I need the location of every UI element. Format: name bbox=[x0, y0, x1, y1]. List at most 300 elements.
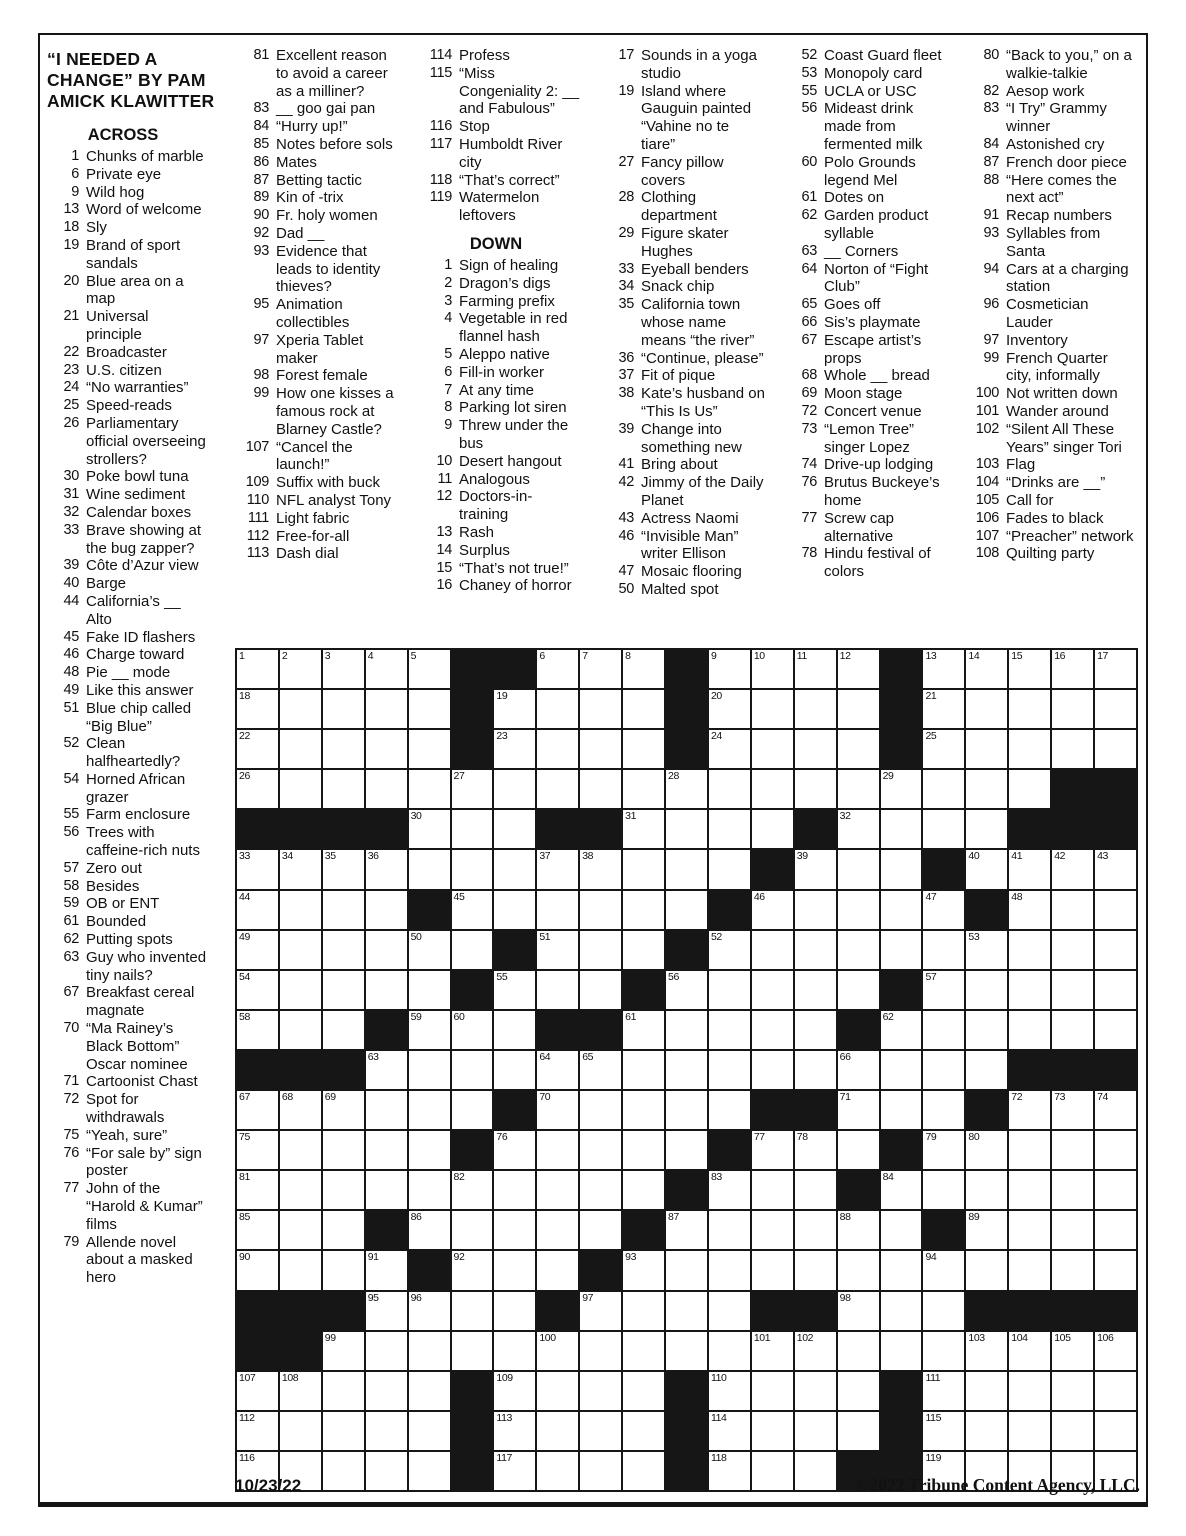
grid-cell[interactable] bbox=[323, 1412, 364, 1450]
grid-cell[interactable] bbox=[709, 810, 750, 848]
grid-cell[interactable] bbox=[580, 1211, 621, 1249]
grid-cell[interactable] bbox=[237, 690, 278, 728]
grid-cell[interactable] bbox=[237, 1011, 278, 1049]
grid-cell[interactable] bbox=[1052, 1412, 1093, 1450]
grid-cell[interactable] bbox=[280, 971, 321, 1009]
grid-cell[interactable] bbox=[280, 650, 321, 688]
grid-cell[interactable] bbox=[752, 1011, 793, 1049]
grid-cell[interactable] bbox=[409, 850, 450, 888]
grid-cell[interactable] bbox=[709, 1051, 750, 1089]
grid-cell[interactable] bbox=[1095, 971, 1136, 1009]
grid-cell[interactable] bbox=[1052, 1251, 1093, 1289]
grid-cell[interactable] bbox=[795, 1332, 836, 1370]
grid-cell[interactable] bbox=[1009, 730, 1050, 768]
grid-cell[interactable] bbox=[666, 891, 707, 929]
grid-cell[interactable] bbox=[709, 1332, 750, 1370]
grid-cell[interactable] bbox=[237, 1211, 278, 1249]
grid-cell[interactable] bbox=[537, 1091, 578, 1129]
grid-cell[interactable] bbox=[237, 931, 278, 969]
grid-cell[interactable] bbox=[452, 1051, 493, 1089]
grid-cell[interactable] bbox=[409, 971, 450, 1009]
grid-cell[interactable] bbox=[838, 1412, 879, 1450]
grid-cell[interactable] bbox=[537, 1051, 578, 1089]
grid-cell[interactable] bbox=[452, 850, 493, 888]
grid-cell[interactable] bbox=[666, 1131, 707, 1169]
grid-cell[interactable] bbox=[752, 971, 793, 1009]
grid-cell[interactable] bbox=[537, 1372, 578, 1410]
grid-cell[interactable] bbox=[881, 1251, 922, 1289]
grid-cell[interactable] bbox=[237, 1131, 278, 1169]
grid-cell[interactable] bbox=[709, 1171, 750, 1209]
grid-cell[interactable] bbox=[1009, 1332, 1050, 1370]
grid-cell[interactable] bbox=[580, 931, 621, 969]
grid-cell[interactable] bbox=[494, 690, 535, 728]
grid-cell[interactable] bbox=[838, 1292, 879, 1330]
grid-cell[interactable] bbox=[623, 1131, 664, 1169]
grid-cell[interactable] bbox=[966, 1372, 1007, 1410]
grid-cell[interactable] bbox=[537, 770, 578, 808]
grid-cell[interactable] bbox=[1052, 1011, 1093, 1049]
grid-cell[interactable] bbox=[752, 1372, 793, 1410]
grid-cell[interactable] bbox=[795, 1171, 836, 1209]
grid-cell[interactable] bbox=[280, 1131, 321, 1169]
grid-cell[interactable] bbox=[366, 650, 407, 688]
grid-cell[interactable] bbox=[795, 690, 836, 728]
grid-cell[interactable] bbox=[795, 1372, 836, 1410]
grid-cell[interactable] bbox=[1095, 1011, 1136, 1049]
grid-cell[interactable] bbox=[494, 1412, 535, 1450]
grid-cell[interactable] bbox=[494, 730, 535, 768]
grid-cell[interactable] bbox=[966, 1131, 1007, 1169]
grid-cell[interactable] bbox=[752, 1332, 793, 1370]
grid-cell[interactable] bbox=[1009, 650, 1050, 688]
grid-cell[interactable] bbox=[795, 1251, 836, 1289]
grid-cell[interactable] bbox=[537, 1251, 578, 1289]
grid-cell[interactable] bbox=[494, 850, 535, 888]
grid-cell[interactable] bbox=[323, 971, 364, 1009]
grid-cell[interactable] bbox=[923, 690, 964, 728]
grid-cell[interactable] bbox=[923, 971, 964, 1009]
grid-cell[interactable] bbox=[323, 1211, 364, 1249]
grid-cell[interactable] bbox=[280, 850, 321, 888]
grid-cell[interactable] bbox=[366, 690, 407, 728]
grid-cell[interactable] bbox=[623, 850, 664, 888]
grid-cell[interactable] bbox=[409, 1051, 450, 1089]
grid-cell[interactable] bbox=[838, 1091, 879, 1129]
grid-cell[interactable] bbox=[1009, 1251, 1050, 1289]
grid-cell[interactable] bbox=[1052, 1171, 1093, 1209]
grid-cell[interactable] bbox=[323, 690, 364, 728]
grid-cell[interactable] bbox=[1052, 730, 1093, 768]
grid-cell[interactable] bbox=[494, 1292, 535, 1330]
grid-cell[interactable] bbox=[580, 690, 621, 728]
grid-cell[interactable] bbox=[1052, 650, 1093, 688]
grid-cell[interactable] bbox=[1052, 1372, 1093, 1410]
grid-cell[interactable] bbox=[452, 1292, 493, 1330]
grid-cell[interactable] bbox=[494, 971, 535, 1009]
grid-cell[interactable] bbox=[580, 1452, 621, 1490]
grid-cell[interactable] bbox=[923, 1131, 964, 1169]
grid-cell[interactable] bbox=[795, 1412, 836, 1450]
grid-cell[interactable] bbox=[494, 1452, 535, 1490]
grid-cell[interactable] bbox=[838, 850, 879, 888]
grid-cell[interactable] bbox=[966, 1251, 1007, 1289]
grid-cell[interactable] bbox=[1009, 1211, 1050, 1249]
grid-cell[interactable] bbox=[966, 850, 1007, 888]
grid-cell[interactable] bbox=[966, 1171, 1007, 1209]
grid-cell[interactable] bbox=[923, 931, 964, 969]
grid-cell[interactable] bbox=[1095, 1211, 1136, 1249]
grid-cell[interactable] bbox=[323, 1091, 364, 1129]
grid-cell[interactable] bbox=[923, 650, 964, 688]
grid-cell[interactable] bbox=[452, 1211, 493, 1249]
grid-cell[interactable] bbox=[280, 931, 321, 969]
grid-cell[interactable] bbox=[452, 1332, 493, 1370]
grid-cell[interactable] bbox=[494, 1051, 535, 1089]
grid-cell[interactable] bbox=[838, 1332, 879, 1370]
grid-cell[interactable] bbox=[1052, 1091, 1093, 1129]
grid-cell[interactable] bbox=[280, 1372, 321, 1410]
grid-cell[interactable] bbox=[1095, 1412, 1136, 1450]
grid-cell[interactable] bbox=[838, 1051, 879, 1089]
grid-cell[interactable] bbox=[1095, 730, 1136, 768]
grid-cell[interactable] bbox=[280, 770, 321, 808]
grid-cell[interactable] bbox=[666, 1091, 707, 1129]
grid-cell[interactable] bbox=[537, 1211, 578, 1249]
grid-cell[interactable] bbox=[1095, 1332, 1136, 1370]
grid-cell[interactable] bbox=[452, 1251, 493, 1289]
grid-cell[interactable] bbox=[752, 730, 793, 768]
grid-cell[interactable] bbox=[881, 1171, 922, 1209]
grid-cell[interactable] bbox=[323, 1131, 364, 1169]
grid-cell[interactable] bbox=[752, 650, 793, 688]
grid-cell[interactable] bbox=[452, 1171, 493, 1209]
grid-cell[interactable] bbox=[881, 1211, 922, 1249]
grid-cell[interactable] bbox=[1009, 1412, 1050, 1450]
grid-cell[interactable] bbox=[494, 891, 535, 929]
grid-cell[interactable] bbox=[966, 690, 1007, 728]
grid-cell[interactable] bbox=[709, 850, 750, 888]
grid-cell[interactable] bbox=[237, 1091, 278, 1129]
grid-cell[interactable] bbox=[366, 1251, 407, 1289]
grid-cell[interactable] bbox=[795, 1452, 836, 1490]
grid-cell[interactable] bbox=[323, 1171, 364, 1209]
grid-cell[interactable] bbox=[409, 1412, 450, 1450]
grid-cell[interactable] bbox=[623, 1251, 664, 1289]
grid-cell[interactable] bbox=[237, 971, 278, 1009]
grid-cell[interactable] bbox=[795, 1011, 836, 1049]
grid-cell[interactable] bbox=[237, 1171, 278, 1209]
grid-cell[interactable] bbox=[1095, 1372, 1136, 1410]
grid-cell[interactable] bbox=[752, 931, 793, 969]
grid-cell[interactable] bbox=[494, 1332, 535, 1370]
grid-cell[interactable] bbox=[580, 1332, 621, 1370]
grid-cell[interactable] bbox=[966, 770, 1007, 808]
grid-cell[interactable] bbox=[280, 730, 321, 768]
grid-cell[interactable] bbox=[795, 1211, 836, 1249]
grid-cell[interactable] bbox=[494, 1131, 535, 1169]
grid-cell[interactable] bbox=[366, 1372, 407, 1410]
grid-cell[interactable] bbox=[1009, 1011, 1050, 1049]
grid-cell[interactable] bbox=[623, 1091, 664, 1129]
grid-cell[interactable] bbox=[923, 1251, 964, 1289]
grid-cell[interactable] bbox=[366, 931, 407, 969]
grid-cell[interactable] bbox=[409, 1011, 450, 1049]
grid-cell[interactable] bbox=[966, 1211, 1007, 1249]
grid-cell[interactable] bbox=[409, 1131, 450, 1169]
grid-cell[interactable] bbox=[494, 1171, 535, 1209]
grid-cell[interactable] bbox=[366, 1051, 407, 1089]
grid-cell[interactable] bbox=[409, 931, 450, 969]
grid-cell[interactable] bbox=[623, 1292, 664, 1330]
grid-cell[interactable] bbox=[323, 730, 364, 768]
grid-cell[interactable] bbox=[881, 770, 922, 808]
grid-cell[interactable] bbox=[580, 850, 621, 888]
grid-cell[interactable] bbox=[580, 1171, 621, 1209]
grid-cell[interactable] bbox=[409, 650, 450, 688]
grid-cell[interactable] bbox=[966, 730, 1007, 768]
grid-cell[interactable] bbox=[923, 1011, 964, 1049]
grid-cell[interactable] bbox=[280, 1011, 321, 1049]
grid-cell[interactable] bbox=[537, 971, 578, 1009]
grid-cell[interactable] bbox=[580, 650, 621, 688]
grid-cell[interactable] bbox=[452, 770, 493, 808]
grid-cell[interactable] bbox=[623, 650, 664, 688]
grid-cell[interactable] bbox=[537, 850, 578, 888]
grid-cell[interactable] bbox=[237, 650, 278, 688]
grid-cell[interactable] bbox=[881, 850, 922, 888]
grid-cell[interactable] bbox=[966, 1412, 1007, 1450]
grid-cell[interactable] bbox=[1095, 1091, 1136, 1129]
grid-cell[interactable] bbox=[580, 891, 621, 929]
grid-cell[interactable] bbox=[1095, 690, 1136, 728]
grid-cell[interactable] bbox=[923, 1292, 964, 1330]
grid-cell[interactable] bbox=[580, 1292, 621, 1330]
grid-cell[interactable] bbox=[838, 810, 879, 848]
grid-cell[interactable] bbox=[1052, 971, 1093, 1009]
grid-cell[interactable] bbox=[666, 1011, 707, 1049]
grid-cell[interactable] bbox=[1052, 690, 1093, 728]
grid-cell[interactable] bbox=[795, 730, 836, 768]
grid-cell[interactable] bbox=[881, 931, 922, 969]
grid-cell[interactable] bbox=[237, 1251, 278, 1289]
grid-cell[interactable] bbox=[838, 1211, 879, 1249]
grid-cell[interactable] bbox=[923, 1171, 964, 1209]
grid-cell[interactable] bbox=[409, 1372, 450, 1410]
grid-cell[interactable] bbox=[923, 1412, 964, 1450]
grid-cell[interactable] bbox=[1009, 1091, 1050, 1129]
grid-cell[interactable] bbox=[795, 1051, 836, 1089]
grid-cell[interactable] bbox=[366, 891, 407, 929]
grid-cell[interactable] bbox=[494, 770, 535, 808]
grid-cell[interactable] bbox=[838, 690, 879, 728]
grid-cell[interactable] bbox=[923, 810, 964, 848]
grid-cell[interactable] bbox=[623, 1452, 664, 1490]
grid-cell[interactable] bbox=[838, 971, 879, 1009]
grid-cell[interactable] bbox=[838, 770, 879, 808]
grid-cell[interactable] bbox=[709, 931, 750, 969]
grid-cell[interactable] bbox=[580, 1372, 621, 1410]
grid-cell[interactable] bbox=[366, 1091, 407, 1129]
grid-cell[interactable] bbox=[881, 810, 922, 848]
grid-cell[interactable] bbox=[280, 891, 321, 929]
grid-cell[interactable] bbox=[795, 850, 836, 888]
grid-cell[interactable] bbox=[1095, 931, 1136, 969]
grid-cell[interactable] bbox=[323, 770, 364, 808]
grid-cell[interactable] bbox=[838, 650, 879, 688]
grid-cell[interactable] bbox=[494, 810, 535, 848]
grid-cell[interactable] bbox=[795, 770, 836, 808]
grid-cell[interactable] bbox=[323, 1011, 364, 1049]
grid-cell[interactable] bbox=[580, 730, 621, 768]
grid-cell[interactable] bbox=[666, 1211, 707, 1249]
grid-cell[interactable] bbox=[881, 1332, 922, 1370]
grid-cell[interactable] bbox=[1052, 850, 1093, 888]
grid-cell[interactable] bbox=[580, 770, 621, 808]
grid-cell[interactable] bbox=[923, 1091, 964, 1129]
grid-cell[interactable] bbox=[280, 1091, 321, 1129]
grid-cell[interactable] bbox=[1095, 850, 1136, 888]
grid-cell[interactable] bbox=[1095, 1251, 1136, 1289]
grid-cell[interactable] bbox=[709, 1452, 750, 1490]
grid-cell[interactable] bbox=[709, 1412, 750, 1450]
grid-cell[interactable] bbox=[709, 971, 750, 1009]
grid-cell[interactable] bbox=[323, 891, 364, 929]
grid-cell[interactable] bbox=[752, 810, 793, 848]
grid-cell[interactable] bbox=[366, 1292, 407, 1330]
grid-cell[interactable] bbox=[366, 730, 407, 768]
grid-cell[interactable] bbox=[881, 1091, 922, 1129]
grid-cell[interactable] bbox=[494, 1251, 535, 1289]
grid-cell[interactable] bbox=[623, 1332, 664, 1370]
grid-cell[interactable] bbox=[666, 810, 707, 848]
grid-cell[interactable] bbox=[452, 931, 493, 969]
grid-cell[interactable] bbox=[795, 891, 836, 929]
grid-cell[interactable] bbox=[580, 1412, 621, 1450]
grid-cell[interactable] bbox=[537, 1171, 578, 1209]
grid-cell[interactable] bbox=[537, 730, 578, 768]
grid-cell[interactable] bbox=[1009, 770, 1050, 808]
grid-cell[interactable] bbox=[666, 850, 707, 888]
grid-cell[interactable] bbox=[838, 1372, 879, 1410]
grid-cell[interactable] bbox=[752, 1251, 793, 1289]
grid-cell[interactable] bbox=[752, 1211, 793, 1249]
grid-cell[interactable] bbox=[966, 1051, 1007, 1089]
grid-cell[interactable] bbox=[623, 1011, 664, 1049]
grid-cell[interactable] bbox=[409, 1171, 450, 1209]
grid-cell[interactable] bbox=[409, 1211, 450, 1249]
grid-cell[interactable] bbox=[580, 971, 621, 1009]
grid-cell[interactable] bbox=[280, 1251, 321, 1289]
grid-cell[interactable] bbox=[1052, 891, 1093, 929]
grid-cell[interactable] bbox=[623, 931, 664, 969]
grid-cell[interactable] bbox=[666, 770, 707, 808]
grid-cell[interactable] bbox=[280, 1412, 321, 1450]
grid-cell[interactable] bbox=[838, 1131, 879, 1169]
grid-cell[interactable] bbox=[237, 850, 278, 888]
grid-cell[interactable] bbox=[537, 1131, 578, 1169]
grid-cell[interactable] bbox=[623, 1051, 664, 1089]
grid-cell[interactable] bbox=[323, 1452, 364, 1490]
grid-cell[interactable] bbox=[709, 770, 750, 808]
grid-cell[interactable] bbox=[923, 730, 964, 768]
grid-cell[interactable] bbox=[1095, 891, 1136, 929]
grid-cell[interactable] bbox=[623, 1171, 664, 1209]
grid-cell[interactable] bbox=[409, 1332, 450, 1370]
grid-cell[interactable] bbox=[1052, 1332, 1093, 1370]
grid-cell[interactable] bbox=[366, 1452, 407, 1490]
grid-cell[interactable] bbox=[795, 650, 836, 688]
grid-cell[interactable] bbox=[366, 850, 407, 888]
grid-cell[interactable] bbox=[966, 931, 1007, 969]
grid-cell[interactable] bbox=[537, 891, 578, 929]
grid-cell[interactable] bbox=[237, 1372, 278, 1410]
grid-cell[interactable] bbox=[323, 931, 364, 969]
grid-cell[interactable] bbox=[966, 1332, 1007, 1370]
grid-cell[interactable] bbox=[537, 1412, 578, 1450]
grid-cell[interactable] bbox=[623, 730, 664, 768]
grid-cell[interactable] bbox=[537, 931, 578, 969]
grid-cell[interactable] bbox=[1009, 850, 1050, 888]
grid-cell[interactable] bbox=[666, 1332, 707, 1370]
grid-cell[interactable] bbox=[1009, 931, 1050, 969]
grid-cell[interactable] bbox=[881, 891, 922, 929]
grid-cell[interactable] bbox=[666, 1051, 707, 1089]
grid-cell[interactable] bbox=[537, 650, 578, 688]
grid-cell[interactable] bbox=[323, 1251, 364, 1289]
grid-cell[interactable] bbox=[752, 1412, 793, 1450]
grid-cell[interactable] bbox=[752, 1171, 793, 1209]
grid-cell[interactable] bbox=[623, 810, 664, 848]
grid-cell[interactable] bbox=[752, 770, 793, 808]
grid-cell[interactable] bbox=[494, 1211, 535, 1249]
grid-cell[interactable] bbox=[838, 891, 879, 929]
grid-cell[interactable] bbox=[237, 1412, 278, 1450]
grid-cell[interactable] bbox=[966, 1011, 1007, 1049]
grid-cell[interactable] bbox=[237, 770, 278, 808]
grid-cell[interactable] bbox=[666, 1292, 707, 1330]
grid-cell[interactable] bbox=[623, 1372, 664, 1410]
grid-cell[interactable] bbox=[366, 1131, 407, 1169]
grid-cell[interactable] bbox=[366, 1332, 407, 1370]
grid-cell[interactable] bbox=[323, 650, 364, 688]
grid-cell[interactable] bbox=[323, 850, 364, 888]
grid-cell[interactable] bbox=[1009, 891, 1050, 929]
grid-cell[interactable] bbox=[537, 1332, 578, 1370]
grid-cell[interactable] bbox=[494, 1011, 535, 1049]
grid-cell[interactable] bbox=[323, 1332, 364, 1370]
grid-cell[interactable] bbox=[881, 1292, 922, 1330]
grid-cell[interactable] bbox=[1009, 690, 1050, 728]
grid-cell[interactable] bbox=[366, 1412, 407, 1450]
grid-cell[interactable] bbox=[409, 690, 450, 728]
grid-cell[interactable] bbox=[709, 1091, 750, 1129]
grid-cell[interactable] bbox=[752, 1131, 793, 1169]
grid-cell[interactable] bbox=[237, 730, 278, 768]
grid-cell[interactable] bbox=[881, 1011, 922, 1049]
grid-cell[interactable] bbox=[923, 1372, 964, 1410]
grid-cell[interactable] bbox=[709, 1251, 750, 1289]
grid-cell[interactable] bbox=[409, 730, 450, 768]
grid-cell[interactable] bbox=[1052, 1211, 1093, 1249]
grid-cell[interactable] bbox=[709, 1372, 750, 1410]
grid-cell[interactable] bbox=[838, 931, 879, 969]
grid-cell[interactable] bbox=[580, 1091, 621, 1129]
grid-cell[interactable] bbox=[452, 1011, 493, 1049]
grid-cell[interactable] bbox=[966, 971, 1007, 1009]
grid-cell[interactable] bbox=[366, 971, 407, 1009]
grid-cell[interactable] bbox=[923, 1332, 964, 1370]
